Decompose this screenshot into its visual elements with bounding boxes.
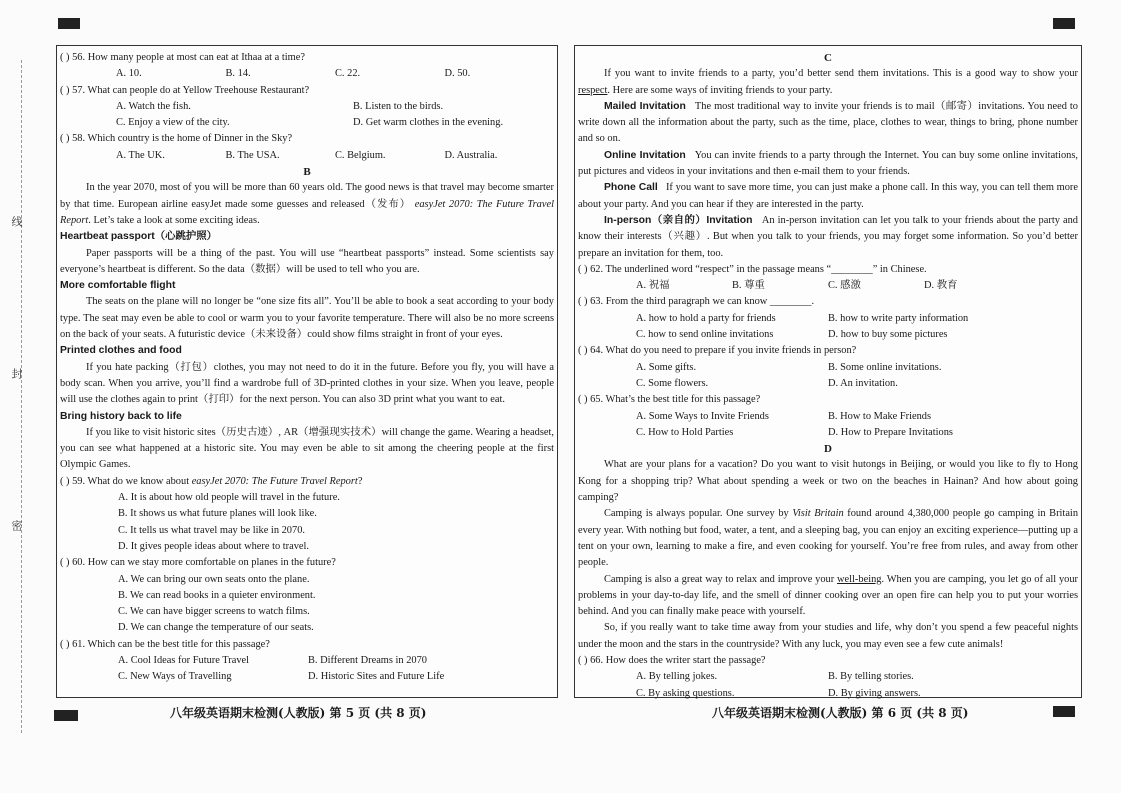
paragraph: Paper passports will be a thing of the past. You will use “heartbeat passports” instead. Some scientists say everyone’s heartbeat is different. So the data（数据）will be used to tell who you are.	[60, 247, 554, 275]
options-61	[60, 653, 554, 669]
binding-char: 线	[10, 216, 22, 227]
paragraph-inperson: In-person（亲自的）Invitation An in-person invitation can let you talk to your friends about the party and know their interests（兴趣）. But when you talk to your friends, you may forget some information. So you’d better prepare an invitation for them, too.	[578, 214, 1079, 259]
options-65b	[578, 425, 1078, 441]
option: C. Some flowers.	[636, 377, 709, 389]
option: C. We can have bigger screens to watch films.	[118, 606, 310, 618]
paragraph: If you like to visit historic sites（历史古迹）, AR（增强现实技术）will change the game. Wearing a headset, you can see what happened at a historic site. You may even be able to sit among the cheering people at the first Olympic Games.	[60, 426, 554, 471]
registration-mark	[54, 710, 78, 721]
option: B. 14.	[225, 68, 251, 80]
option: D. It gives people ideas about where to travel.	[118, 540, 310, 552]
section-d-title: D	[824, 443, 832, 456]
option: D. We can change the temperature of our seats.	[118, 622, 314, 634]
registration-mark	[1053, 706, 1075, 717]
option: B. 尊重	[732, 280, 765, 292]
paragraph: So, if you really want to take time away from your studies and life, why don’t you spend a few peaceful nights under the moon and the stars in the countryside? With any luck, you may even see a few cute animals!	[578, 622, 1078, 650]
option: B. By telling stories.	[828, 671, 914, 683]
paragraph: Camping is always popular. One survey by Visit Britain found around 4,380,000 people go camping in Britain every year. With nothing but food, water, a tent, and a sleeping bag, you can enjoy an exciting experience—putting up a tent on your own, learning to make a fire, and even cooking for yourself. You’re free from rules, and away from other people.	[578, 508, 1079, 569]
options-63b	[578, 327, 1078, 343]
option: A. Some gifts.	[636, 361, 697, 373]
options-64b	[578, 376, 1078, 392]
question-65: ( ) 65. What’s the best title for this passage?	[578, 394, 761, 406]
options-58	[60, 148, 554, 164]
option: B. It shows us what future planes will look like.	[118, 508, 317, 520]
subheading-heartbeat: Heartbeat passport（心跳护照）	[60, 231, 218, 243]
question-60: ( ) 60. How can we stay more comfortable on planes in the future?	[60, 557, 336, 569]
option: B. Listen to the birds.	[353, 100, 444, 112]
option: D. An invitation.	[828, 377, 898, 389]
options-61b	[60, 669, 554, 685]
option: B. how to write party information	[828, 312, 969, 324]
options-57b	[60, 115, 554, 131]
option: A. Some Ways to Invite Friends	[636, 410, 769, 422]
options-66	[578, 669, 1078, 685]
options-65	[578, 409, 1078, 425]
option: A. Cool Ideas for Future Travel	[118, 654, 250, 666]
option: A. The UK.	[116, 149, 165, 161]
option: D. Get warm clothes in the evening.	[353, 117, 504, 129]
registration-mark	[1053, 18, 1075, 29]
question-61: ( ) 61. Which can be the best title for this passage?	[60, 638, 270, 650]
option: A. We can bring our own seats onto the plane.	[118, 573, 310, 585]
question-66: ( ) 66. How does the writer start the passage?	[578, 654, 766, 666]
subheading-printed: Printed clothes and food	[60, 345, 182, 357]
option: C. New Ways of Travelling	[118, 671, 232, 683]
option: C. how to send online invitations	[636, 329, 774, 341]
options-62	[578, 278, 1078, 294]
section-b-title: B	[303, 166, 311, 179]
question-56: ( ) 56. How many people at most can eat at Ithaa at a time?	[60, 52, 305, 63]
question-62: ( ) 62. The underlined word “respect” in the passage means “________” in Chinese.	[578, 263, 927, 275]
paragraph: Camping is also a great way to relax and improve your well-being. When you are camping, you let go of all your problems in your day-to-day life, and the smell of dinner cooking over an open fire can help you to put your worries behind. And you can finally make peace with yourself.	[578, 573, 1078, 618]
exam-page-5	[56, 45, 558, 698]
option: B. We can read books in a quieter environment.	[118, 589, 316, 601]
paragraph-phone: Phone Call If you want to save more time, you can just make a phone call. In this way, you can tell them more about your party. And you can hear if they are interested in the party.	[578, 182, 1078, 210]
registration-mark	[58, 18, 80, 29]
section-b-intro: In the year 2070, most of you will be more than 60 years old. The good news is that travel may become smarter by that time. European airline easyJet made some guesses and released（发布） easyJet 2070: The Future Travel Report. Let’s take a look at some exciting ideas.	[60, 182, 554, 226]
option: C. 22.	[335, 68, 361, 80]
option: B. How to Make Friends	[828, 410, 932, 422]
option: D. Australia.	[444, 149, 498, 161]
question-57: ( ) 57. What can people do at Yellow Treehouse Restaurant?	[60, 84, 310, 96]
option: C. By asking questions.	[636, 687, 735, 699]
paragraph: The seats on the plane will no longer be “one size fits all”. You’ll be able to book a seat according to your body type. The seat may even be able to cool or warm you to your favorite temperature. There will also be no more screens on the back of your seats. A futuristic device（未来设备）could show films straight in front of your eyes.	[60, 296, 554, 341]
question-58: ( ) 58. Which country is the home of Dinner in the Sky?	[60, 133, 293, 145]
subheading-history: Bring history back to life	[60, 410, 182, 422]
option: D. By giving answers.	[828, 687, 921, 699]
paragraph: If you hate packing（打包）clothes, you may not need to do it in the future. Before you fly, you will have a body scan. When you arrive, you’ll find a wardrobe full of 3D-printed clothes in your size. When you leave, people will use the clothes again to print（打印）for the next person. You can also 3D print what you want to eat.	[60, 361, 554, 406]
options-63	[578, 311, 1078, 327]
footer-page-6: 八年级英语期末检测(人教版) 第 6 页 (共 8 页)	[712, 706, 969, 720]
option: D. 50.	[444, 68, 471, 80]
option: C. 感激	[828, 280, 861, 292]
question-59: ( ) 59. What do we know about easyJet 2070: The Future Travel Report?	[60, 475, 363, 487]
paragraph: What are your plans for a vacation? Do you want to visit hutongs in Beijing, or would you like to fly to Hong Kong for a shopping trip? What about spending a week or two on the beaches in Hainan? And how about going camping?	[578, 459, 1078, 504]
options-57	[60, 99, 554, 115]
footer-page-5: 八年级英语期末检测(人教版) 第 5 页 (共 8 页)	[170, 706, 427, 720]
option: A. 祝福	[636, 280, 670, 292]
section-c-intro: If you want to invite friends to a party, you’d better send them invitations. This is a good way to show your respect. Here are some ways of inviting friends to your party.	[578, 68, 1078, 96]
subheading-flight: More comfortable flight	[60, 280, 176, 292]
option: D. 教育	[924, 280, 958, 292]
option: A. By telling jokes.	[636, 671, 718, 683]
option: B. Different Dreams in 2070	[308, 654, 427, 666]
option: B. Some online invitations.	[828, 361, 942, 373]
binding-line	[21, 60, 22, 733]
option: D. How to Prepare Invitations	[828, 426, 953, 438]
option: D. Historic Sites and Future Life	[308, 671, 445, 683]
binding-char: 密	[10, 520, 22, 531]
question-64: ( ) 64. What do you need to prepare if you invite friends in person?	[578, 345, 857, 357]
binding-char: 封	[10, 368, 22, 379]
options-56	[60, 66, 554, 82]
option: A. It is about how old people will travel in the future.	[118, 492, 340, 504]
option: C. Enjoy a view of the city.	[116, 117, 230, 129]
section-c-title: C	[824, 52, 832, 64]
option: B. The USA.	[225, 149, 280, 161]
option: A. Watch the fish.	[116, 100, 191, 112]
question-63: ( ) 63. From the third paragraph we can know ________.	[578, 296, 815, 308]
option: A. 10.	[116, 68, 142, 80]
option: A. how to hold a party for friends	[636, 312, 776, 324]
exam-page-6	[574, 45, 1082, 698]
paragraph-online: Online Invitation You can invite friends to a party through the Internet. You can buy some online invitations, put pictures and videos in your invitations and then e-mail them to your friends.	[578, 149, 1078, 178]
option: C. Belgium.	[335, 149, 386, 161]
option: D. how to buy some pictures	[828, 329, 948, 341]
options-64	[578, 360, 1078, 376]
option: C. It tells us what travel may be like in 2070.	[118, 524, 305, 536]
option: C. How to Hold Parties	[636, 426, 734, 438]
options-66b	[578, 686, 1078, 702]
paragraph-mailed: Mailed Invitation The most traditional way to invite your friends is to mail（邮寄）invitations. You need to write down all the information about the party, such as the time, place, clothes to wear, things to bring, phone number and so on.	[578, 100, 1079, 145]
